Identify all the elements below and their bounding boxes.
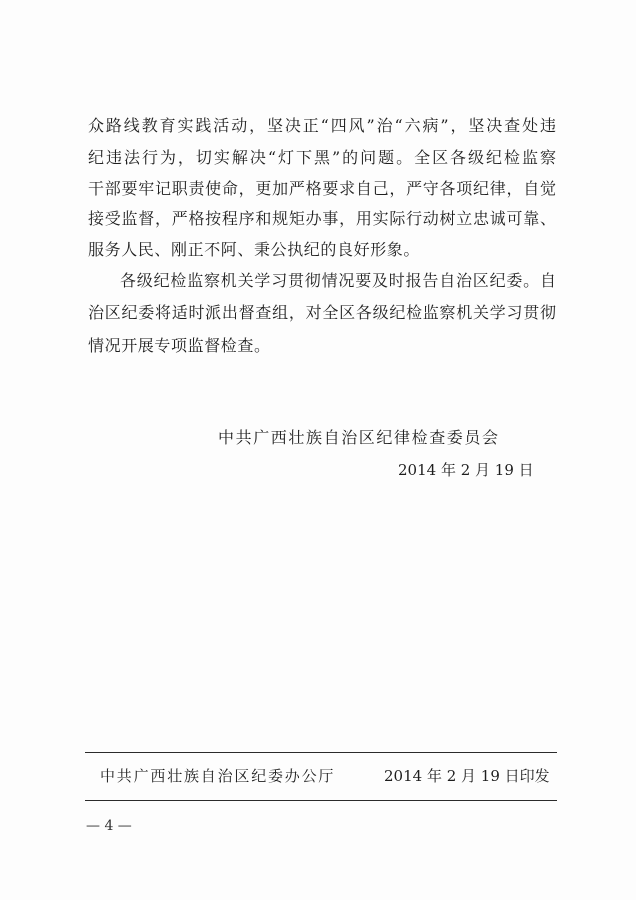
colophon-top-rule [85,752,557,753]
paragraph-line: 情况开展专项监督检查。 [88,336,271,355]
paragraph-line: 各级纪检监察机关学习贯彻情况要及时报告自治区纪委。自 [120,271,556,290]
paragraph-line: 众路线教育实践活动，坚决正“四风”治“六病”，坚决查处违 [88,116,556,135]
paragraph-line: 服务人民、刚正不阿、秉公执纪的良好形象。 [88,240,421,259]
colophon-bottom-rule [85,800,557,801]
paragraph-line: 干部要牢记职责使命，更加严格要求自己，严守各项纪律，自觉 [88,179,556,198]
paragraph-line: 纪违法行为，切实解决“灯下黑”的问题。全区各级纪检监察 [88,148,556,167]
signature-date: 2014 年 2 月 19 日 [398,461,534,479]
signature-issuer: 中共广西壮族自治区纪律检查委员会 [218,428,500,447]
colophon-print-date: 2014 年 2 月 19 日印发 [384,767,550,785]
page-number: — 4 — [86,818,132,834]
colophon-issuing-office: 中共广西壮族自治区纪委办公厅 [100,767,336,785]
paragraph-line: 治区纪委将适时派出督查组，对全区各级纪检监察机关学习贯彻 [88,303,556,322]
paragraph-line: 接受监督，严格按程序和规矩办事，用实际行动树立忠诚可靠、 [88,209,556,228]
